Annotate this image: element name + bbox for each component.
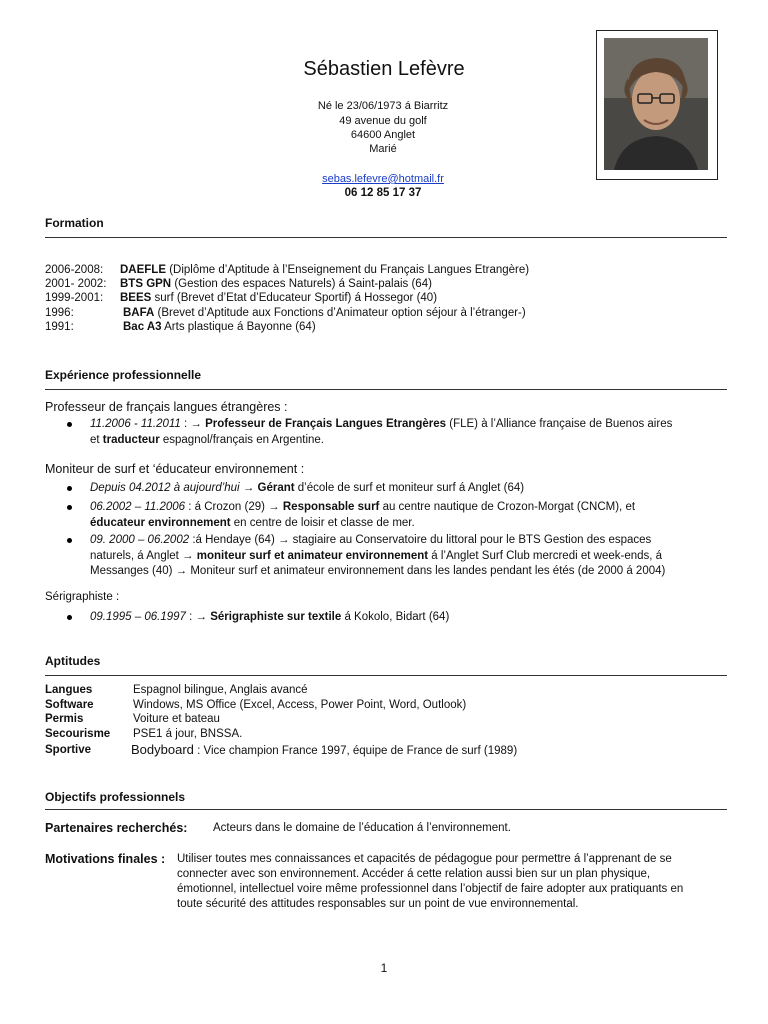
formation-degree: Bac A3 <box>123 321 162 333</box>
motivations-line: Utiliser toutes mes connaissances et capacités de pédagogue pour permettre á l’apprenant de se <box>177 853 672 865</box>
experience-role: moniteur surf et animateur environnement <box>196 549 429 562</box>
formation-row <box>45 321 316 333</box>
bullet-icon <box>67 615 72 620</box>
section-title-experience: Expérience professionnelle <box>45 368 202 382</box>
experience-date: 06.2002 – 11.2006 <box>90 501 186 513</box>
motivations-label: Motivations finales : <box>45 852 166 866</box>
aptitude-value: Voiture et bateau <box>133 713 220 725</box>
experience-item <box>90 500 635 531</box>
aptitude-value: PSE1 á jour, BNSSA. <box>133 728 243 740</box>
page-number: 1 <box>380 961 388 975</box>
motivations-line: connecter avec son environnement. Accéder á cette relation aussi bien sur un plan physique, <box>177 868 651 880</box>
bullet-icon <box>67 486 72 491</box>
section-divider <box>45 389 727 390</box>
experience-item <box>90 533 665 580</box>
email-link[interactable]: sebas.lefevre@hotmail.fr <box>322 173 444 185</box>
address-street: 49 avenue du golf <box>339 115 427 127</box>
aptitude-label: Software <box>45 699 94 711</box>
experience-date: 09.1995 – 06.1997 <box>90 611 186 623</box>
formation-detail: (Gestion des espaces Naturels) á Saint-palais (64) <box>171 278 432 290</box>
experience-text: au centre nautique de Crozon-Morgat (CNCM), et <box>379 501 636 513</box>
section-divider <box>45 809 727 810</box>
motivations-text <box>177 852 683 912</box>
formation-row <box>45 307 526 319</box>
experience-text: d’école de surf et moniteur surf á Anglet (64) <box>294 482 525 494</box>
formation-row <box>45 278 432 290</box>
arrow-text: : → <box>180 418 206 430</box>
formation-year: 1999-2001: <box>45 292 104 304</box>
arrow-text: : → <box>185 611 211 623</box>
aptitude-sport: Bodyboard <box>131 742 194 757</box>
section-title-objectifs: Objectifs professionnels <box>45 790 186 804</box>
experience-role: Sérigraphiste sur textile <box>210 611 342 623</box>
profile-photo <box>596 30 718 180</box>
partners-label: Partenaires recherchés: <box>45 821 188 835</box>
experience-subtitle-teacher: Professeur de français langues étrangères : <box>45 400 288 414</box>
aptitude-label: Langues <box>45 684 93 696</box>
formation-year: 1991: <box>45 321 74 333</box>
bullet-icon <box>67 422 72 427</box>
aptitude-value <box>131 742 517 757</box>
formation-detail: surf (Brevet d’Etat d’Educateur Sportif) á Hossegor (40) <box>151 292 438 304</box>
section-divider <box>45 237 727 238</box>
partners-value: Acteurs dans le domaine de l’éducation á l’environnement. <box>213 822 511 834</box>
experience-text: (FLE) à l’Alliance française de Buenos aires <box>446 418 673 430</box>
bullet-icon <box>67 538 72 543</box>
bullet-icon <box>67 505 72 510</box>
formation-degree: BEES <box>120 292 152 304</box>
experience-role: Responsable surf <box>282 501 380 513</box>
formation-detail: (Brevet d’Aptitude aux Fonctions d’Animateur option séjour à l’étranger-) <box>154 307 526 319</box>
section-title-formation: Formation <box>45 216 104 230</box>
experience-date: 09. 2000 – 06.2002 <box>90 534 190 546</box>
experience-text: Messanges (40) → Moniteur surf et animateur environnement dans les landes pendant les étés (de 2000 á 2004) <box>90 565 666 577</box>
experience-role: Professeur de Français Langues Etrangères <box>205 418 447 430</box>
experience-item <box>90 610 449 626</box>
experience-text: á Kokolo, Bidart (64) <box>341 611 450 623</box>
experience-item <box>90 481 524 497</box>
motivations-line: émotionnel, intellectuel voire même professionnel dans l’objectif de faire adopter aux pratiquants en <box>177 883 684 895</box>
aptitude-label: Permis <box>45 713 84 725</box>
address-city: 64600 Anglet <box>350 129 416 141</box>
formation-year: 2006-2008: <box>45 264 104 276</box>
experience-subtitle-print: Sérigraphiste : <box>45 591 120 603</box>
aptitude-label: Secourisme <box>45 728 111 740</box>
aptitude-sport-detail: : Vice champion France 1997, équipe de France de surf (1989) <box>193 745 518 757</box>
formation-degree: BTS GPN <box>120 278 172 290</box>
experience-role: éducateur environnement <box>90 516 231 529</box>
section-divider <box>45 675 727 676</box>
formation-year: 1996: <box>45 307 74 319</box>
aptitude-label: Sportive <box>45 744 92 756</box>
cv-name: Sébastien Lefèvre <box>303 58 465 80</box>
marital-status: Marié <box>369 143 397 155</box>
birth-line: Né le 23/06/1973 á Biarritz <box>317 100 449 112</box>
experience-subtitle-surf: Moniteur de surf et ‘éducateur environnement : <box>45 462 305 476</box>
experience-text: en centre de loisir et classe de mer. <box>230 516 415 529</box>
formation-detail: (Diplôme d’Aptitude à l’Enseignement du Français Langues Etrangère) <box>166 264 530 276</box>
motivations-line: toute sécurité des attitudes responsables sur un point de vue environnemental. <box>177 898 579 910</box>
experience-date: 11.2006 - 11.2011 <box>90 418 181 430</box>
experience-date: Depuis 04.2012 à aujourd’hui <box>90 482 240 494</box>
experience-item <box>90 417 672 448</box>
experience-role: Gérant <box>257 482 295 494</box>
aptitude-value: Windows, MS Office (Excel, Access, Power Point, Word, Outlook) <box>133 699 467 711</box>
formation-degree: BAFA <box>123 307 155 319</box>
formation-degree: DAEFLE <box>120 264 166 276</box>
formation-detail: Arts plastique á Bayonne (64) <box>161 321 316 333</box>
section-title-aptitudes: Aptitudes <box>45 654 101 668</box>
experience-role: traducteur <box>102 433 160 446</box>
experience-text: :á Hendaye (64) → stagiaire au Conservatoire du littoral pour le BTS Gestion des espaces <box>189 534 652 546</box>
experience-text: et <box>90 433 103 446</box>
experience-text: naturels, á Anglet → <box>90 549 197 562</box>
formation-row <box>45 264 529 276</box>
phone-number: 06 12 85 17 37 <box>344 187 422 199</box>
formation-year: 2001- 2002: <box>45 278 107 290</box>
arrow-text: → <box>239 482 258 494</box>
experience-text: espagnol/français en Argentine. <box>159 433 324 446</box>
aptitude-value: Espagnol bilingue, Anglais avancé <box>133 684 308 696</box>
formation-row <box>45 292 437 304</box>
experience-text: á l’Anglet Surf Club mercredi et week-ends, á <box>428 549 663 562</box>
experience-text: : á Crozon (29) → <box>185 501 283 513</box>
